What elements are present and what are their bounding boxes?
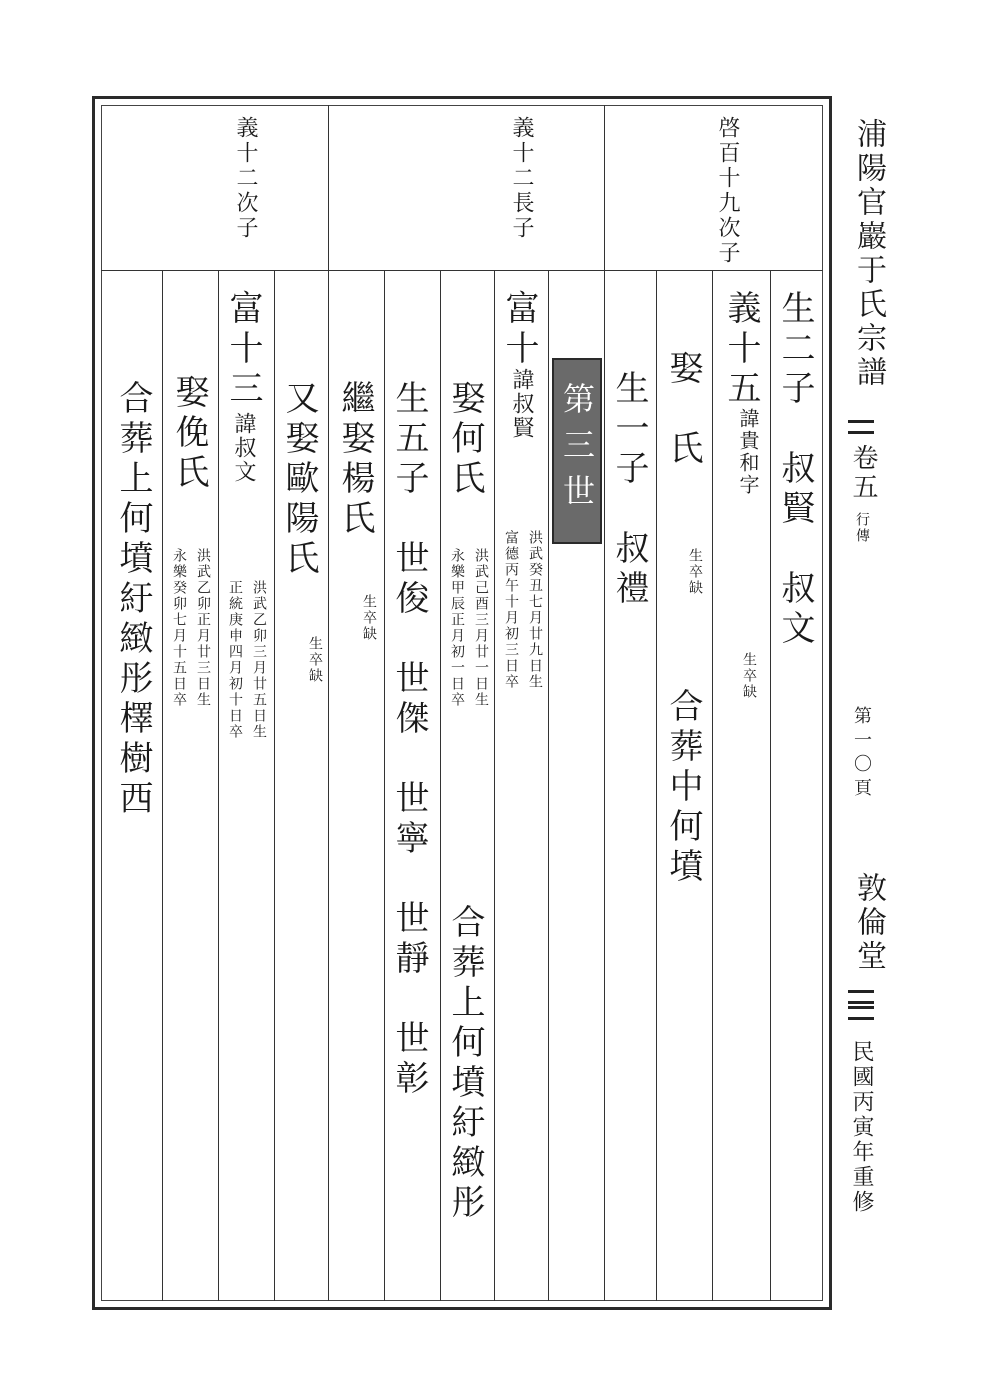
wife-of-fu10-death: 永樂甲辰正月初一日卒	[449, 548, 465, 708]
header-parent-1: 啓百十九次子	[715, 116, 740, 266]
wife-of-fu13-birth: 洪武乙卯正月廿三日生	[195, 548, 211, 708]
column-divider	[604, 270, 605, 1301]
wife-of-fu10: 娶何氏	[445, 380, 485, 500]
wife-of-fu10-birth: 洪武己酉三月廿一日生	[473, 548, 489, 708]
person-fu10-death: 富德丙午十月初三日卒	[503, 530, 519, 690]
sons-of-fu10: 生五子 世俊 世傑 世寧 世靜 世彰	[389, 380, 429, 1100]
person-fu13: 富十三	[223, 290, 263, 410]
sons-of-yi15: 生二子 叔賢 叔文	[775, 290, 815, 650]
person-fu13-name: 諱叔文	[231, 412, 256, 484]
column-divider	[656, 270, 657, 1301]
column-divider	[440, 270, 441, 1301]
wife-of-yi15-note: 生卒缺	[687, 548, 703, 596]
column-divider	[494, 270, 495, 1301]
wife-of-yi15: 娶 氏	[663, 350, 703, 470]
fu13-burial: 合葬上何墳紆緻彤檡樹西	[113, 380, 153, 820]
person-fu13-birth: 洪武乙卯三月廿五日生	[251, 580, 267, 740]
header-col-divider	[328, 105, 329, 270]
header-col-divider	[604, 105, 605, 270]
column-divider	[328, 270, 329, 1301]
third-wife-ouyang: 又娶歐陽氏	[279, 380, 319, 580]
generation-label: 第三世	[552, 358, 602, 544]
hall-separator	[848, 990, 874, 1004]
page-number: 第一〇頁	[851, 706, 872, 802]
book-title: 浦陽官巖于氏宗譜	[851, 118, 886, 390]
person-fu13-death: 正統庚申四月初十日卒	[227, 580, 243, 740]
column-divider	[548, 270, 549, 1301]
third-wife-ouyang-note: 生卒缺	[307, 636, 323, 684]
column-divider	[770, 270, 771, 1301]
column-divider	[218, 270, 219, 1301]
column-divider	[384, 270, 385, 1301]
header-divider	[101, 270, 823, 271]
wife-of-fu10-burial: 合葬上何墳紆緻彤	[445, 904, 485, 1224]
person-fu10: 富十	[499, 290, 539, 370]
person-yi15: 義十五	[721, 290, 761, 410]
second-wife-yang: 繼娶楊氏	[335, 380, 375, 540]
edition-note: 民國丙寅年重修	[849, 1040, 874, 1215]
person-fu10-name: 諱叔賢	[509, 368, 534, 440]
wife-of-yi15-burial: 合葬中何墳	[663, 688, 703, 888]
title-separator	[848, 420, 874, 434]
column-divider	[274, 270, 275, 1301]
header-parent-2: 義十二長子	[509, 116, 534, 241]
hall-name: 敦倫堂	[851, 872, 886, 974]
person-yi15-note: 生卒缺	[741, 652, 757, 700]
person-fu10-birth: 洪武癸丑七月廿九日生	[527, 530, 543, 690]
person-yi15-name: 諱貴和字	[736, 408, 760, 496]
hall-separator-2	[848, 1006, 874, 1020]
volume-sub-label: 行傳	[854, 512, 870, 544]
wife-of-fu13-death: 永樂癸卯七月十五日卒	[171, 548, 187, 708]
header-parent-3: 義十二次子	[233, 116, 258, 241]
column-divider	[162, 270, 163, 1301]
sons-of-fu10-line: 生一子 叔禮	[609, 370, 649, 610]
wife-of-fu13: 娶俛氏	[169, 374, 209, 494]
column-divider	[712, 270, 713, 1301]
volume-label: 卷五	[848, 444, 878, 502]
second-wife-yang-note: 生卒缺	[361, 594, 377, 642]
